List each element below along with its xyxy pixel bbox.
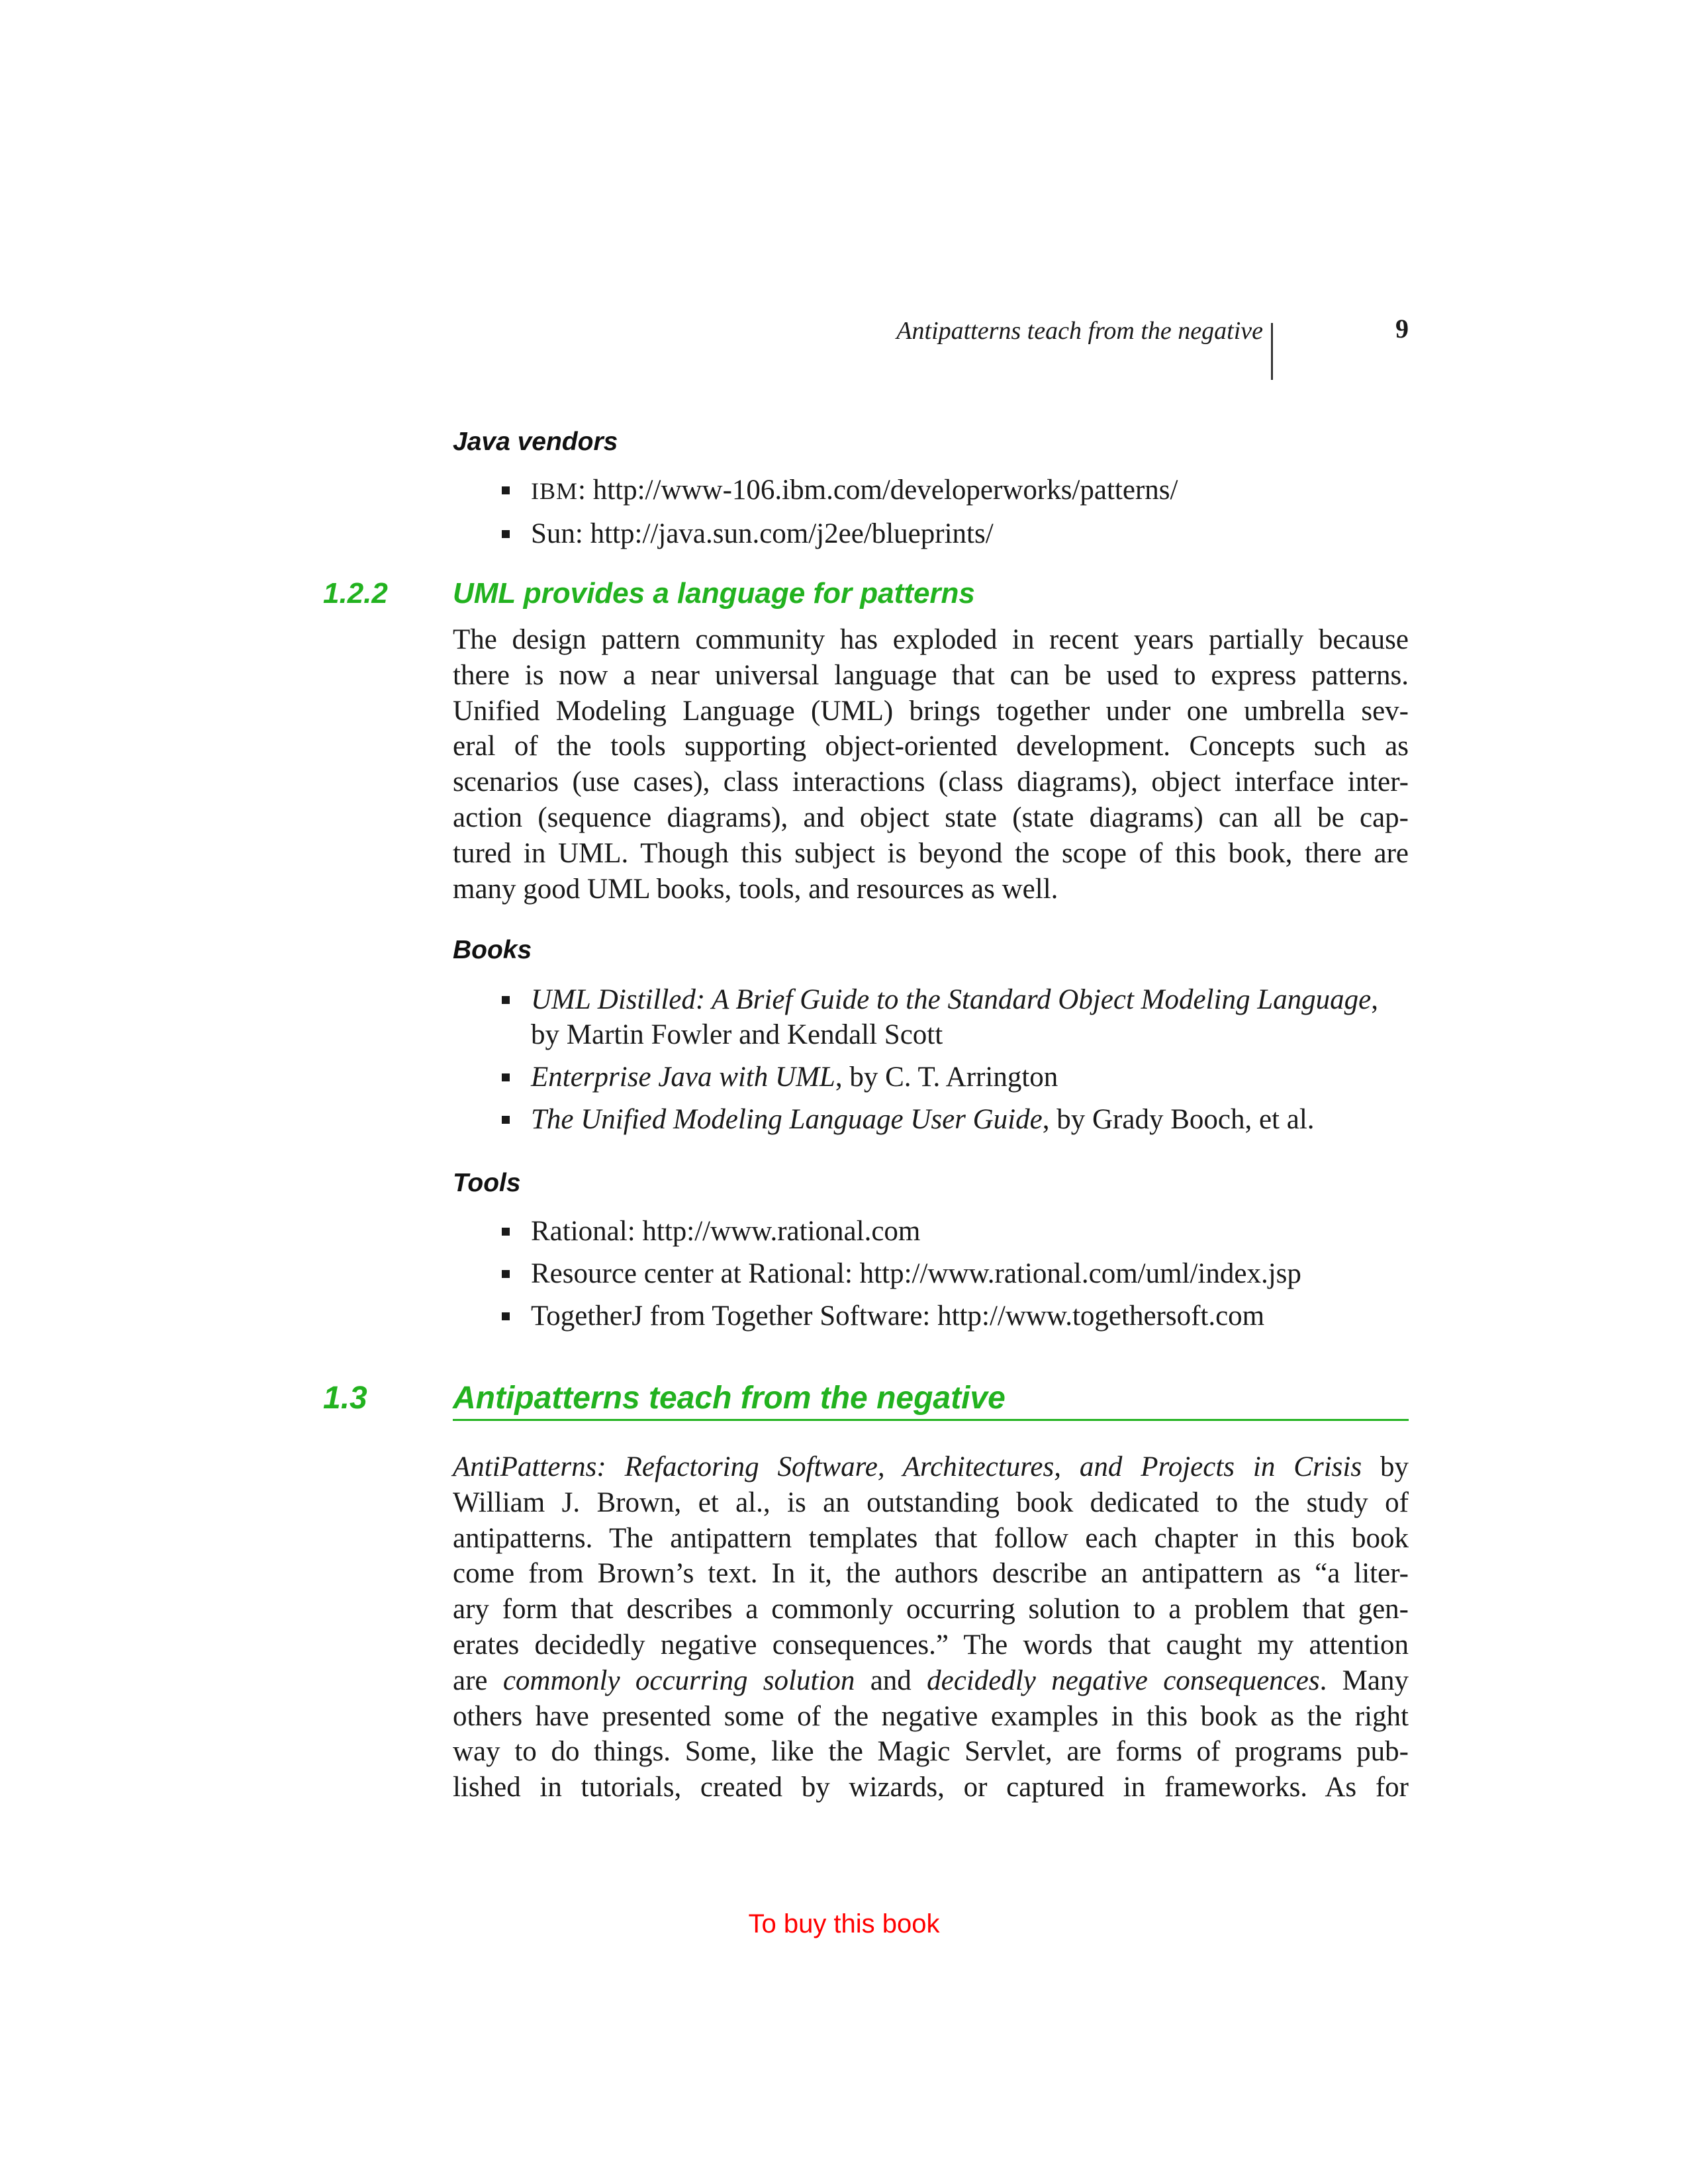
paragraph-line: The design pattern community has exploded in recent years partially because (453, 624, 1409, 655)
paragraph-line: lished in tutorials, created by wizards, or captured in frameworks. As for (453, 1772, 1409, 1803)
java-vendors-heading: Java vendors (453, 428, 618, 456)
sun-url-text: Sun: http://java.sun.com/j2ee/blueprints/ (531, 518, 994, 549)
tools-heading: Tools (453, 1169, 521, 1197)
book-title: Enterprise Java with UML (531, 1062, 835, 1093)
paragraph-line: many good UML books, tools, and resources as well. (453, 873, 1058, 905)
paragraph-line: antipatterns. The antipattern templates that follow each chapter in this book (453, 1522, 1409, 1554)
paragraph-line: eral of the tools supporting object-oriented development. Concepts such as (453, 731, 1409, 762)
paragraph-line: scenarios (use cases), class interactions (class diagrams), object interface inter- (453, 766, 1409, 798)
paragraph-line (453, 1449, 1409, 1485)
paragraph-text: and (855, 1664, 927, 1696)
paragraph-line: there is now a near universal language that can be used to express patterns. (453, 659, 1409, 691)
tool-text: Rational: http://www.rational.com (531, 1216, 921, 1247)
uml-paragraph (453, 622, 1409, 907)
paragraph-line: tured in UML. Though this subject is beyond the scope of this book, there are (453, 837, 1409, 869)
book-title: AntiPatterns: Refactoring Software, Architectures, and Projects in Crisis (453, 1451, 1362, 1482)
bullet-icon (502, 1270, 510, 1278)
paragraph-text: are (453, 1664, 503, 1696)
running-header-title: Antipatterns teach from the negative (896, 317, 1263, 345)
java-vendors-list (496, 473, 1423, 559)
ibm-url-text: : http://www-106.ibm.com/developerworks/patterns/ (578, 475, 1178, 506)
emphasis-text: decidedly negative consequences (927, 1664, 1320, 1696)
paragraph-line (453, 1663, 1409, 1699)
buy-book-link[interactable]: To buy this book (748, 1909, 940, 1938)
bullet-icon (502, 1228, 510, 1236)
paragraph-line: ary form that describes a commonly occurring solution to a problem that gen- (453, 1594, 1409, 1625)
book-title: The Unified Modeling Language User Guide (531, 1104, 1043, 1135)
bullet-icon (502, 530, 510, 538)
list-item (496, 473, 1423, 509)
list-item (496, 1214, 1423, 1249)
book-author: , by Grady Booch, et al. (1042, 1104, 1315, 1135)
tool-text: TogetherJ from Together Software: http://www.togethersoft.com (531, 1300, 1265, 1332)
book-author: , (1371, 984, 1378, 1015)
book-title: UML Distilled: A Brief Guide to the Standard Object Modeling Language (531, 984, 1372, 1015)
books-list (496, 982, 1423, 1144)
list-item (496, 982, 1423, 1052)
bullet-icon (502, 1312, 510, 1320)
tool-text: Resource center at Rational: http://www.rational.com/uml/index.jsp (531, 1258, 1301, 1289)
bullet-icon (502, 486, 510, 494)
paragraph-line: William J. Brown, et al., is an outstanding book dedicated to the study of (453, 1486, 1409, 1518)
paragraph-line: action (sequence diagrams), and object state (state diagrams) can all be cap- (453, 801, 1409, 833)
bullet-icon (502, 1073, 510, 1081)
section-title-antipatterns: Antipatterns teach from the negative (453, 1381, 1006, 1416)
book-author: , by C. T. Arrington (835, 1062, 1058, 1093)
antipatterns-paragraph (453, 1449, 1409, 1805)
paragraph-line: come from Brown’s text. In it, the authors describe an antipattern as “a liter- (453, 1558, 1409, 1590)
section-number-1-3: 1.3 (323, 1381, 367, 1416)
ibm-abbr: IBM (531, 478, 579, 504)
header-divider (1271, 323, 1273, 380)
page-number: 9 (1395, 314, 1409, 343)
book-author: by Martin Fowler and Kendall Scott (531, 1019, 943, 1050)
list-item (496, 1256, 1423, 1291)
list-item (496, 1102, 1423, 1137)
list-item (496, 516, 1423, 551)
bullet-icon (502, 1116, 510, 1124)
books-heading: Books (453, 936, 532, 964)
bullet-icon (502, 996, 510, 1004)
section-title-uml: UML provides a language for patterns (453, 577, 975, 610)
paragraph-line: erates decidedly negative consequences.” The words that caught my attention (453, 1629, 1409, 1661)
paragraph-text: by (1362, 1451, 1409, 1482)
paragraph-line: Unified Modeling Language (UML) brings together under one umbrella sev- (453, 695, 1409, 727)
paragraph-text: . Many (1319, 1664, 1409, 1696)
list-item (496, 1060, 1423, 1095)
paragraph-line: way to do things. Some, like the Magic Servlet, are forms of programs pub- (453, 1736, 1409, 1768)
section-number-1-2-2: 1.2.2 (323, 577, 388, 610)
tools-list (496, 1214, 1423, 1341)
emphasis-text: commonly occurring solution (502, 1664, 855, 1696)
list-item (496, 1298, 1423, 1334)
paragraph-line: others have presented some of the negative examples in this book as the right (453, 1700, 1409, 1732)
section-rule (453, 1419, 1409, 1421)
